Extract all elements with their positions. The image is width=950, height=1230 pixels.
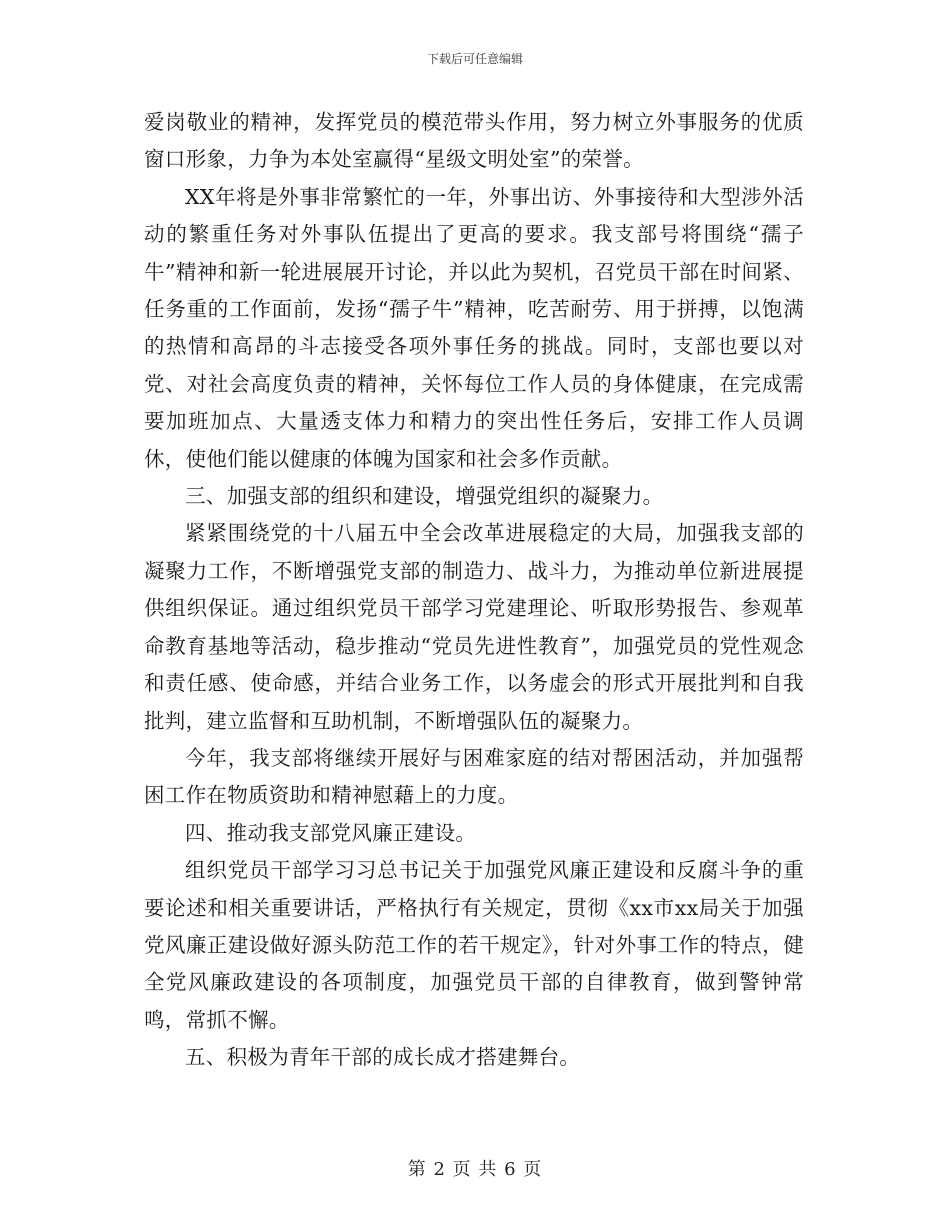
page-number: 第 2 页 共 6 页	[407, 1159, 543, 1180]
header-note: 下载后可任意编辑	[426, 52, 523, 66]
section-heading: 五、积极为青年干部的成长成才搭建舞台。	[185, 1045, 581, 1070]
section-heading: 四、推动我支部党风廉正建设。	[185, 820, 477, 845]
paragraph: 组织党员干部学习习总书记关于加强党风廉正建设和反腐斗争的重要论述和相关重要讲话，严格执行有关规定，贯彻《xx市xx局关于加强党风廉正建设做好源头防范工作的若干规定》，针对外事工作的特点，健全党风廉政建设的各项制度，加强党员干部的自律教育，做到警钟常鸣，常抓不懈。	[144, 858, 804, 1032]
paragraph: XX年将是外事非常繁忙的一年，外事出访、外事接待和大型涉外活动的繁重任务对外事队伍提出了更高的要求。我支部号将围绕“孺子牛”精神和新一轮进展展开讨论，并以此为契机，召党员干部在时间紧、任务重的工作面前，发扬“孺子牛”精神，吃苦耐劳、用于拼搏，以饱满的热情和高昂的斗志接受各项外事任务的挑战。同时，支部也要以对党、对社会高度负责的精神，关怀每位工作人员的身体健康，在完成需要加班加点、大量透支体力和精力的突出性任务后，安排工作人员调休，使他们能以健康的体魄为国家和社会多作贡献。	[144, 184, 804, 471]
paragraph: 紧紧围绕党的十八届五中全会改革进展稳定的大局，加强我支部的凝聚力工作，不断增强党支部的制造力、战斗力，为推动单位新进展提供组织保证。通过组织党员干部学习党建理论、听取形势报告、参观革命教育基地等活动，稳步推动“党员先进性教育”，加强党员的党性观念和责任感、使命感，并结合业务工作，以务虚会的形式开展批判和自我批判，建立监督和互助机制，不断增强队伍的凝聚力。	[144, 521, 804, 733]
paragraph: 今年，我支部将继续开展好与困难家庭的结对帮困活动，并加强帮困工作在物质资助和精神慰藉上的力度。	[144, 745, 804, 808]
document-body	[144, 104, 804, 1077]
paragraph: 爱岗敬业的精神，发挥党员的模范带头作用，努力树立外事服务的优质窗口形象，力争为本处室赢得“星级文明处室”的荣誉。	[144, 110, 804, 172]
section-heading: 三、加强支部的组织和建设，增强党组织的凝聚力。	[185, 484, 664, 509]
